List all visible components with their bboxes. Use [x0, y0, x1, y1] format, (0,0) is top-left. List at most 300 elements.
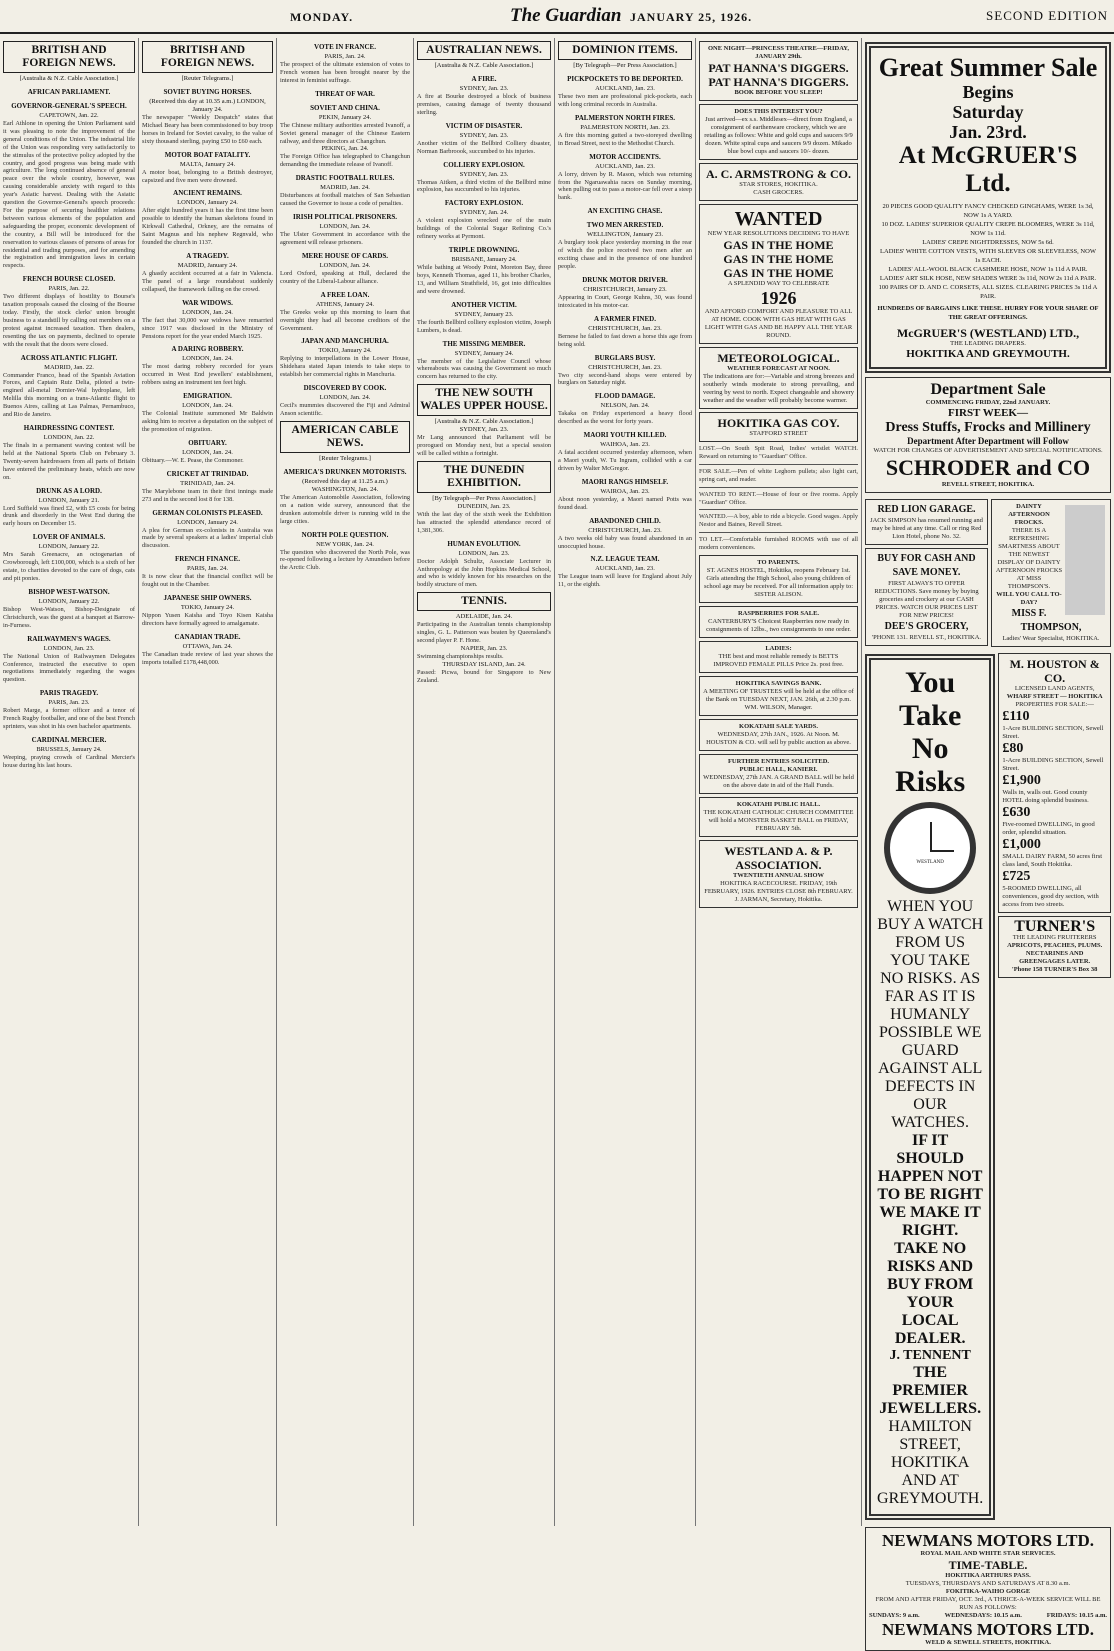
- article-headline: BISHOP WEST-WATSON.: [28, 587, 110, 596]
- article-dateline: PEKIN, January 24.: [318, 113, 372, 121]
- ad-body: WEDNESDAY, 27th JAN. A GRAND BALL will be held on the above date in aid of the Hall Funds.: [703, 774, 854, 790]
- classified-ad: FOR SALE.—Pen of white Leghorn pullets; also light cart, spring cart, and reader.: [699, 467, 858, 483]
- article-headline: OBITUARY.: [188, 438, 227, 447]
- divider: [699, 509, 858, 510]
- article-dateline: ATHENS, January 24.: [315, 300, 375, 308]
- article-dateline: LONDON, January 22.: [38, 543, 100, 551]
- column-notices-adverts: [696, 38, 862, 1526]
- article-headline: JAPANESE SHIP OWNERS.: [163, 594, 252, 603]
- ad-headline: A. C. ARMSTRONG & CO.: [705, 167, 851, 181]
- ad-line: 'Phone 158 TURNER'S Box 38: [1011, 966, 1098, 973]
- sale-item: LADIES' ALL-WOOL BLACK CASHMERE HOSE, NOW 1s 11d A PAIR.: [888, 266, 1088, 273]
- weather-body: The indications are for:—Variable and strong breezes and southerly winds moderate to strong prevailing, and veering by west to north. Expect changeable and showery weather and the weather will probably become warmer.: [703, 373, 854, 404]
- article-dateline: OTTAWA, Jan. 24.: [182, 642, 233, 650]
- article-dateline: PEKING, Jan. 24.: [321, 145, 369, 153]
- article-body: The League team will leave for England about July 11, or the eighth.: [558, 573, 692, 589]
- sale-yards-notice: [699, 719, 858, 751]
- ad-firm-line: THE LEADING DRAPERS.: [950, 340, 1026, 347]
- article-headline: THE MISSING MEMBER.: [442, 339, 526, 348]
- article-headline: ACROSS ATLANTIC FLIGHT.: [20, 353, 118, 362]
- ad-firm-name: DEE'S GROCERY,: [884, 621, 969, 632]
- article-body: Bernese he failed to fast down a horse this age from being sold.: [558, 332, 692, 348]
- ad-firm-line: THE PREMIER JEWELLERS.: [879, 1364, 982, 1417]
- article-headline: A DARING ROBBERY.: [171, 345, 244, 354]
- crockery-advert: [699, 104, 858, 160]
- ad-body: A MEETING OF TRUSTEES will be held at the office of the Bank on TUESDAY NEXT, JAN. 26th, at 2.30 p.m.: [703, 688, 854, 704]
- column-heading: BRITISH AND FOREIGN NEWS.: [142, 41, 273, 73]
- ad-line: TWENTIETH ANNUAL SHOW: [732, 872, 825, 880]
- article-headline: PICKPOCKETS TO BE DEPORTED.: [567, 75, 683, 83]
- article-dateline: LONDON, Jan. 24.: [182, 308, 233, 316]
- article-headline: EMIGRATION.: [183, 392, 232, 401]
- article-headline: HAIRDRESSING CONTEST.: [23, 424, 115, 432]
- ad-line: WILL YOU CALL TO-DAY?: [996, 591, 1062, 606]
- departure-times: [869, 1612, 1107, 1620]
- article-body: Replying to interpellations in the Lower House, Shidehara stated Japan intends to take steps to establish her commercial rights in Manchuria.: [280, 355, 410, 379]
- article-headline: N.Z. LEAGUE TEAM.: [590, 555, 660, 564]
- column-heading: DOMINION ITEMS.: [558, 41, 692, 60]
- ad-body: THERE IS A REFRESHING SMARTNESS ABOUT THE NEWEST DISPLAY OF DAINTY AFTERNOON FROCKS AT MISS THOMPSON'S.: [995, 527, 1063, 590]
- classified-ad: WANTED.—A boy, able to ride a bicycle. Good wages. Apply Nestor and Baines, Revell Street.: [699, 513, 858, 529]
- theatre-advert: [699, 41, 858, 101]
- article-headline: A FIRE.: [471, 75, 497, 83]
- article-headline: ABANDONED CHILD.: [589, 516, 661, 525]
- article-headline: MOTOR ACCIDENTS.: [589, 152, 661, 161]
- ad-line: NEW YEAR RESOLUTIONS DECIDING TO HAVE: [707, 230, 850, 237]
- article-headline: VICTIM OF DISASTER.: [445, 121, 523, 130]
- article-headline: PARIS TRAGEDY.: [39, 689, 99, 698]
- article-body: The Canadian trade review of last year shows the imports totalled £178,448,000.: [142, 650, 273, 666]
- article-body: Obituary.—W. E. Pease, the Commoner.: [142, 456, 244, 464]
- article-dateline: LONDON, Jan. 24.: [319, 223, 371, 231]
- lady-illustration: [1065, 505, 1105, 615]
- article-dateline: SYDNEY, Jan. 23.: [459, 85, 509, 92]
- ad-line: IF IT SHOULD HAPPEN NOT TO BE RIGHT WE MAKE IT RIGHT.: [877, 1132, 983, 1239]
- article-headline: AFRICAN PARLIAMENT.: [27, 88, 111, 96]
- column-display-adverts: [862, 38, 1114, 1646]
- ad-line: STAR STORES, HOKITIKA.: [739, 181, 818, 188]
- ad-body: CANTERBURY'S Choicest Raspberries now ready in consignments of 12lbs., two consignments to one order.: [706, 618, 851, 634]
- ad-line: CASH GROCERS.: [753, 189, 804, 196]
- watch-hand: [930, 850, 954, 852]
- weather-heading: METEOROLOGICAL.: [717, 351, 840, 365]
- article-dateline: LONDON, Jan. 23.: [43, 644, 95, 652]
- article-body: Bishop West-Watson, Bishop-Designate of Christchurch, was the guest at a banquet at Barrow-in-Furness.: [3, 605, 135, 629]
- article-dateline: SYDNEY, January 23.: [454, 310, 514, 318]
- property-desc: Walls in, walls out. Good county HOTEL doing splendid business.: [1002, 789, 1089, 804]
- ad-body: AND AFFORD COMFORT AND PLEASURE TO ALL AT HOME. COOK WITH GAS HEAT WITH GAS LIGHT WITH GAS AND BE HAPPY ALL THE YEAR ROUND.: [704, 308, 853, 339]
- ad-headline: RASPBERRIES FOR SALE.: [737, 610, 820, 618]
- article-body: Takaka on Friday experienced a heavy flood described as the worst for forty years.: [558, 410, 692, 426]
- article-body: A ghastly accident occurred at a fair in Valencia. The panel of a large roundabout suddenly collapsed, the framework falling on the crowd.: [142, 269, 273, 293]
- agency-line: [Reuter Telegrams.]: [181, 75, 234, 82]
- ad-firm-line: HAMILTON STREET, HOKITIKA AND AT GREYMOUTH.: [877, 1418, 984, 1507]
- article-body: The fact that 30,000 war widows have remarried since 1917 was disclosed in the Ministry of Pensions report for the year ended March 1925.: [142, 316, 273, 340]
- article-dateline: (Received this day at 11.25 a.m.) WASHINGTON, Jan. 24.: [302, 477, 388, 493]
- article-body: These two men are professional pick-pockets, each with long criminal records in Australia.: [558, 93, 692, 108]
- advert-row: [865, 650, 1111, 1524]
- classified-ad: TO LET.—Comfortable furnished ROOMS with use of all modern conveniences.: [699, 536, 858, 552]
- column-heading: AMERICAN CABLE NEWS.: [280, 421, 410, 453]
- article-body: A two weeks old baby was found abandoned in an unoccupied house.: [558, 534, 692, 550]
- savings-bank-notice: [699, 676, 858, 716]
- article-body: After eight hundred years it has the first time been possible to identify the human skeletons found in Kirkwall Cathedral, Orkney, are the remains of Saint Magnus and his nephew Regnvald, who founded the church in 1137.: [142, 207, 273, 247]
- ad-signature: WM. WILSON, Manager.: [744, 704, 813, 712]
- article-headline: PALMERSTON NORTH FIRES.: [574, 113, 676, 122]
- article-dateline: LONDON, Jan. 23.: [458, 549, 510, 557]
- article-body: While bathing at Woody Point, Moreton Bay, three boys, Kenneth Thomas, aged 11, his brother Charles, 13, and William Strathfield, 16, got into difficulties and were drowned.: [417, 264, 551, 295]
- article-dateline: WAIROA, Jan. 23.: [600, 487, 650, 495]
- ad-line: PUBLIC HALL, KANIERI.: [739, 766, 818, 774]
- ad-headline: LADIES:: [765, 645, 792, 653]
- property-price: £110: [1002, 709, 1030, 724]
- article-body: The most daring robbery recorded for years occurred in West End jewellers' establishment, robbers using an instrument ten feet high.: [142, 363, 273, 387]
- frocks-advert: [991, 499, 1111, 647]
- newspaper-title: The Guardian: [510, 5, 622, 26]
- ad-headline: BUY FOR CASH AND SAVE MONEY.: [877, 553, 976, 578]
- ad-headline: WANTED: [734, 208, 823, 230]
- department-sale-advert: [865, 377, 1111, 493]
- agency-line: [Australia & N.Z. Cable Association.]: [434, 418, 534, 426]
- agency-line: [Australia & N.Z. Cable Association.]: [434, 62, 534, 69]
- ad-firm-line: HOKITIKA AND GREYMOUTH.: [906, 348, 1070, 360]
- article-dateline: LONDON, Jan. 24.: [182, 355, 233, 363]
- gas-advert: [699, 204, 858, 344]
- article-body: About noon yesterday, a Maori named Potts was found dead.: [558, 495, 692, 511]
- article-body: Disturbances at football matches of San Sebastian caused the Governor to issue a code of penalties.: [280, 192, 410, 208]
- property-desc: 1-Acre BUILDING SECTION, Sewell Street.: [1002, 725, 1104, 740]
- article-headline: RAILWAYMEN'S WAGES.: [27, 634, 111, 643]
- article-dateline: TRINIDAD, Jan. 24.: [180, 479, 235, 487]
- ad-line: Department After Department will Follow: [907, 436, 1069, 446]
- property-price: £630: [1002, 805, 1031, 820]
- ad-headline: DOES THIS INTEREST YOU?: [734, 108, 823, 115]
- article-body: Nippon Yusen Kaisha and Toyo Kisen Kaisha directors have formally agreed to amalgamate.: [142, 612, 273, 627]
- property-price: £80: [1002, 741, 1024, 756]
- right-advert-stack: [998, 650, 1111, 1524]
- ad-line: GAS IN THE HOME: [723, 238, 834, 252]
- ad-body: WHEN YOU BUY A WATCH FROM US YOU TAKE NO RISKS. AS FAR AS IT IS HUMANLY POSSIBLE WE GUARD AGAINST ALL DEFECTS IN OUR WATCHES.: [877, 898, 984, 1131]
- ad-footer: HUNDREDS OF BARGAINS LIKE THESE. HURRY FOR YOUR SHARE OF THE GREAT OFFERINGS.: [877, 305, 1099, 321]
- ad-firm-name: MISS F. THOMPSON,: [1011, 608, 1082, 633]
- article-subheadline: SOVIET AND CHINA.: [310, 103, 380, 112]
- article-body: The National Union of Railwaymen Delegates Conference, instructed the executive to open negotiations immediately regarding the wages question.: [3, 652, 135, 684]
- watch-advert: [865, 654, 995, 1520]
- ad-headline: WESTLAND A. & P. ASSOCIATION.: [724, 844, 833, 873]
- article-headline: MOTOR BOAT FATALITY.: [164, 150, 251, 159]
- article-headline: DISCOVERED BY COOK.: [303, 384, 387, 393]
- departure-time: WEDNESDAYS: 10.15 a.m.: [944, 1612, 1022, 1619]
- article-headline: LOVER OF ANIMALS.: [32, 533, 106, 542]
- article-body: A fire this morning gutted a two-storeyed dwelling in Broad Street, next to the Methodist Church.: [558, 131, 692, 147]
- article-body: The member of the Legislative Council whose whereabouts was causing the Government so much concern has returned to the city.: [417, 357, 551, 381]
- article-dateline: WELLINGTON, January 23.: [586, 231, 664, 239]
- article-body: Robert Marge, a former officer and a tenor of French Rugby footballer, and one of the best French sprinters, was shot in his own bachelor apartments.: [3, 707, 135, 731]
- article-body: The Greeks woke up this morning to learn that overnight they had all become creditors of the Government.: [280, 308, 410, 332]
- ad-body: HOKITIKA RACECOURSE. FRIDAY, 19th FEBRUARY, 1926. ENTRIES CLOSE 8th FEBRUARY.: [704, 880, 853, 896]
- article-dateline: LONDON, Jan. 24.: [182, 448, 233, 456]
- article-dateline: TOKIO, January 24.: [180, 604, 235, 612]
- ad-firm-name: McGRUER'S (WESTLAND) LTD.,: [896, 326, 1080, 340]
- ad-headline: HOKITIKA GAS COY.: [717, 416, 840, 430]
- ad-line: TAKE NO RISKS AND BUY FROM YOUR LOCAL DEALER.: [887, 1240, 974, 1347]
- article-body: A motor boat, belonging to a British destroyer, capsized and five men were drowned.: [142, 168, 273, 184]
- article-headline: HUMAN EVOLUTION.: [447, 539, 521, 548]
- article-headline: ANCIENT REMAINS.: [173, 189, 242, 198]
- ad-headline: TO PARENTS.: [757, 559, 800, 567]
- ad-body: JACK SIMPSON has resumed running and may be hired at any time. Call or ring Red Lion Hotel, phone No. 32.: [870, 517, 983, 540]
- departure-time: FRIDAYS: 10.15 a.m.: [1046, 1612, 1107, 1619]
- article-headline: CRICKET AT TRINIDAD.: [166, 469, 249, 478]
- article-dateline: BRISBANE, January 24.: [451, 256, 517, 264]
- article-body: The American Automobile Association, following on a nation wide survey, announced that the drunken automobile driver is running wild in the large cities.: [280, 493, 410, 525]
- garage-advert: [865, 499, 988, 545]
- edition-label: SECOND EDITION: [986, 8, 1108, 23]
- column-dominion-items: [555, 38, 696, 1526]
- show-notice: [699, 840, 858, 908]
- article-dateline: NAPIER, Jan. 23.: [460, 645, 508, 652]
- article-body: A lorry, driven by R. Mason, which was returning from the Ngaruawahia races on Sunday morning, when pulling out to pass a motor-car fell over a steep bank.: [558, 170, 692, 202]
- ad-headline: HOKITIKA SAVINGS BANK.: [735, 680, 822, 688]
- article-body: A plea for German ex-colonists in Australia was made by several speakers at a ladies' imperial club discussion.: [142, 526, 273, 550]
- route-schedule: TUESDAYS, THURSDAYS AND SATURDAYS AT 8.30 a.m.: [905, 1580, 1071, 1587]
- article-dateline: TOKIO, January 24.: [318, 347, 372, 355]
- article-subheadline: GOVERNOR-GENERAL'S SPEECH.: [11, 102, 127, 110]
- sale-item: LADIES' CREPE NIGHTDRESSES, NOW 5s 6d.: [922, 239, 1054, 246]
- divider: [699, 487, 858, 488]
- article-body: A fire at Bourke destroyed a block of business premises, causing damage of twenty thousand sterling.: [417, 93, 551, 116]
- article-dateline: PARIS, Jan. 23.: [48, 699, 90, 707]
- ad-line: ONE NIGHT—PRINCESS THEATRE—FRIDAY, JANUARY 29th.: [707, 45, 850, 60]
- ad-body: WEDNESDAY, 27th JAN., 1926. At Noon. M. HOUSTON & CO. will sell by public auction as above.: [706, 731, 851, 747]
- article-headline: MAORI YOUTH KILLED.: [583, 431, 667, 440]
- ad-line: TIME-TABLE.: [948, 1558, 1028, 1572]
- article-headline: MAORI RANGS HIMSELF.: [581, 477, 669, 486]
- article-dateline: LONDON, January 21.: [38, 496, 100, 504]
- article-headline: ANOTHER VICTIM.: [451, 300, 517, 309]
- article-headline: SOVIET BUYING HORSES.: [163, 88, 252, 96]
- article-dateline: PARIS, Jan. 22.: [48, 285, 90, 293]
- article-dateline: LONDON, Jan. 22.: [43, 434, 95, 441]
- article-dateline: AUCKLAND, Jan. 23.: [595, 85, 655, 92]
- article-body: With the last day of the sixth week the Exhibition has attracted the splendid attendance record of 1,381,306.: [417, 510, 551, 534]
- article-body: The finals in a permanent waving contest will be held at the National Sports Club on February 3. Twenty-seven hairdressers from all parts of Britain have entered the preliminary heats, which are now on.: [3, 442, 135, 481]
- agency-line: [Reuter Telegrams.]: [319, 454, 371, 462]
- ad-line: Begins: [962, 82, 1014, 102]
- article-body: Mrs Sarah Greenacre, an octogenarian of Crowborough, left £100,000, which is a sixth of her estate, to charities devoted to the care of dogs, cats and pit ponies.: [3, 551, 135, 582]
- column-australian-news: [414, 38, 555, 1526]
- ad-headline: At McGRUER'S Ltd.: [898, 142, 1078, 197]
- article-headline: FACTORY EXPLOSION.: [444, 199, 524, 208]
- article-body: The Ulster Government in accordance with the agreement will release prisoners.: [280, 231, 410, 246]
- motors-timetable-advert: [865, 1527, 1111, 1651]
- weather-forecast: [699, 347, 858, 409]
- ad-body: APRICOTS, PEACHES, PLUMS. NECTARINES AND GREENGAGES LATER.: [1007, 942, 1103, 965]
- ad-line: GAS IN THE HOME: [723, 266, 834, 280]
- sale-item: 100 PAIRS OF D. AND C. CORSETS, ALL SIZES. CLEARING PRICES 3s 11d A PAIR.: [878, 284, 1098, 300]
- article-dateline: CHRISTCHURCH, Jan. 23.: [588, 324, 662, 332]
- article-dateline: PARIS, Jan. 24.: [324, 53, 366, 60]
- column-british-foreign-news-2: [139, 38, 277, 1526]
- ad-line: LICENSED LAND AGENTS,: [1014, 685, 1095, 692]
- article-headline: VOTE IN FRANCE.: [314, 43, 376, 51]
- ad-body: THE best and most reliable remedy is BETTS IMPROVED FEMALE PILLS Price 2s. post free.: [713, 653, 844, 669]
- right-advert-stack: [991, 496, 1111, 650]
- article-headline: TRIPLE DROWNING.: [448, 246, 520, 255]
- ad-body: THE KOKATAHI CATHOLIC CHURCH COMMITTEE will hold a MONSTER BASKET BALL on FRIDAY, FEBRUARY 5th.: [703, 809, 854, 833]
- issue-day: MONDAY.: [290, 10, 354, 24]
- column-heading: THE DUNEDIN EXHIBITION.: [417, 461, 551, 493]
- ad-firm-line: 'PHONE 131. REVELL ST., HOKITIKA.: [871, 634, 982, 641]
- article-dateline: MADRID, January 24.: [177, 261, 238, 269]
- article-headline: MERE HOUSE OF CARDS.: [301, 251, 389, 260]
- article-headline: WAR WIDOWS.: [182, 298, 233, 307]
- article-body: The Marylebone team in their first innings made 273 and in the second lost 8 for 138.: [142, 487, 273, 503]
- article-headline: CANADIAN TRADE.: [174, 632, 241, 641]
- article-body: The Colonial Institute summoned Mr Baldwin asking him to receive a deputation on the subject of the promotion of migration.: [142, 410, 273, 433]
- article-dateline: LONDON, Jan. 24.: [319, 261, 371, 269]
- ad-headline: Take: [899, 699, 962, 732]
- article-headline: A FREE LOAN.: [320, 290, 370, 299]
- article-dateline: BRUSSELS, January 24.: [36, 745, 102, 753]
- column-heading: TENNIS.: [417, 592, 551, 611]
- article-dateline: AUCKLAND, Jan. 23.: [595, 162, 655, 170]
- article-body: Mr Lang announced that Parliament will be prorogued on Monday next, but a special session will be called within a fortnight.: [417, 434, 551, 458]
- article-body: Earl Athlone in opening the Union Parliament said it was pleasing to note the improvement of the general conditions of the Union. The industrial life of the Union was responding very satisfactorily to the stimulus of the protective policy adopted by the country, and good progress was being made with agriculture. The long continued absence of general peace over the whole country, however, was causing considerable anxiety with regard to this year's Asiatic harvest. Dealing with the Asiatic question the Governor-General's speech proceeds: For the purpose of securing healthier relations between various elements of the population and safeguarding the proper, economic development of the country, a Bill will be introduced for the reservation to various classes of persons of areas for residential and trading purposes, and for amending the registration and immigration laws in certain respects.: [3, 120, 135, 270]
- ad-headline: FURTHER ENTRIES SOLICITED.: [727, 758, 830, 766]
- article-dateline: MALTA, January 24.: [179, 160, 236, 168]
- route-name: HOKITIKA ARTHURS PASS.: [945, 1572, 1031, 1579]
- ad-headline: No: [911, 732, 949, 765]
- article-body: The Foreign Office has telegraphed to Changchun demanding the immediate release of Ivanoff.: [280, 153, 410, 169]
- ad-headline: Risks: [895, 765, 966, 798]
- ad-body: FIRST ALWAYS TO OFFER REDUCTIONS. Save money by buying groceries and crockery at our CASH PRICES. WATCH OUR PRICES LIST FOR NEW PRICES!: [874, 580, 979, 619]
- article-body: Weeping, praying crowds of Cardinal Mercier's house during his last hours.: [3, 753, 135, 769]
- property-price: £1,000: [1002, 837, 1041, 852]
- article-headline: DRUNK AS A LORD.: [36, 486, 102, 495]
- article-headline: JAPAN AND MANCHURIA.: [301, 337, 389, 346]
- divider: [699, 464, 858, 465]
- column-foreign-american-news: [277, 38, 414, 1526]
- ad-line: A SPLENDID WAY TO CELEBRATE: [727, 280, 830, 287]
- article-dateline: (Received this day at 10.35 a.m.) LONDON, January 24.: [149, 98, 266, 113]
- weather-subheading: WEATHER FORECAST AT NOON.: [727, 365, 830, 372]
- sale-item: 10 DOZ. LADIES' SUPERIOR QUALITY CREPE BLOOMERS, WERE 3s 11d, NOW 1s 11d.: [881, 221, 1095, 237]
- article-dateline: LONDON, Jan. 24.: [182, 402, 233, 410]
- column-british-foreign-news-1: [0, 38, 139, 1526]
- article-subheadline: TWO MEN ARRESTED.: [586, 221, 664, 230]
- ad-headline: KOKATAHI PUBLIC HALL.: [736, 801, 821, 809]
- ad-line: WHARF STREET — HOKITIKA: [1006, 693, 1103, 700]
- article-body: Doctor Adolph Schultz, Associate Lecturer in Anthropology at the John Hopkins Medical School, and who is widely known for his researches on the bodily structure of men.: [417, 557, 551, 589]
- ad-headline: PAT HANNA'S DIGGERS.: [708, 61, 849, 75]
- article-dateline: LONDON, January 24.: [177, 518, 238, 526]
- article-dateline: SYDNEY, Jan. 23.: [459, 131, 509, 139]
- article-body: A burglary took place yesterday morning in the rear of which the police received two men after an exciting chase and in the presence of one hundred people.: [558, 239, 692, 270]
- property-desc: 1-Acre BUILDING SECTION, Sewell Street.: [1002, 757, 1104, 772]
- article-dateline: ADELAIDE, Jan. 24.: [455, 613, 513, 621]
- ad-line: THE LEADING FRUITERERS: [1012, 934, 1097, 941]
- article-body: Cecil's mummies discovered the Fiji and Admiral Anson scientific.: [280, 402, 410, 418]
- pocket-watch-icon: [884, 802, 976, 894]
- article-headline: FLOOD DAMAGE.: [594, 392, 656, 401]
- article-body: Participating in the Australian tennis championship singles, G. L. Patterson was beaten by Queensland's second player P. F. Hone.: [417, 621, 551, 645]
- ad-firm-name: NEWMANS MOTORS LTD.: [881, 1620, 1095, 1639]
- pills-advert: [699, 641, 858, 673]
- article-dateline: LONDON, Jan. 24.: [319, 394, 371, 402]
- article-dateline: NEW YORK, Jan. 24.: [316, 540, 374, 548]
- article-body: The Chinese military authorities arrested Ivanoff, a Soviet general manager of the Chinese Eastern railway, and three directors at Changchun.: [280, 121, 410, 145]
- article-body: The prospect of the ultimate extension of votes to French women has been brought nearer by the interest in feminist suffrage.: [280, 61, 410, 84]
- article-dateline: THURSDAY ISLAND, Jan. 24.: [442, 660, 526, 668]
- classified-ad: WANTED TO RENT.—House of four or five rooms. Apply "Guardian" Office.: [699, 490, 858, 506]
- ad-headline: NEWMANS MOTORS LTD.: [881, 1531, 1095, 1550]
- ad-firm-line: WELD & SEWELL STREETS, HOKITIKA.: [925, 1639, 1051, 1646]
- article-headline: THREAT OF WAR.: [315, 89, 375, 98]
- article-dateline: LONDON, January 24.: [177, 199, 238, 207]
- article-headline: A TRAGEDY.: [186, 251, 229, 260]
- grocers-advert: [699, 163, 858, 201]
- article-dateline: NELSON, Jan. 24.: [600, 402, 650, 410]
- column-heading: AUSTRALIAN NEWS.: [417, 41, 551, 60]
- article-dateline: DUNEDIN, Jan. 23.: [457, 502, 511, 510]
- watch-hand: [930, 822, 932, 852]
- ad-line: Saturday: [952, 102, 1024, 122]
- property-desc: Five-roomed DWELLING, in good order, splendid situation.: [1002, 821, 1095, 836]
- article-dateline: PARIS, Jan. 24.: [186, 565, 229, 573]
- masthead: [0, 0, 1114, 34]
- departure-time: SUNDAYS: 9 a.m.: [869, 1612, 920, 1619]
- ad-line: Dress Stuffs, Frocks and Millinery: [885, 420, 1091, 435]
- property-price: £1,900: [1002, 773, 1041, 788]
- article-body: Passed: Picwa, bound for Singapore to New Zealand.: [417, 668, 551, 684]
- article-dateline: PALMERSTON NORTH, Jan. 23.: [580, 123, 670, 131]
- article-body: Appearing in Court, George Kuhns, 30, was found intoxicated in his motor-car.: [558, 293, 692, 309]
- route-name: FOKITIKA-WAIHO GORGE: [945, 1588, 1031, 1595]
- ad-line: WATCH FOR CHANGES OF ADVERTISEMENT AND SPECIAL NOTIFICATIONS.: [873, 447, 1103, 454]
- ad-headline: DAINTY AFTERNOON FROCKS.: [1008, 503, 1050, 526]
- ad-year: 1926: [760, 288, 797, 308]
- article-headline: AMERICA'S DRUNKEN MOTORISTS.: [283, 467, 407, 476]
- ad-headline: Department Sale: [930, 381, 1046, 398]
- grocery-advert: [865, 548, 988, 646]
- ad-line: Jan. 23rd.: [949, 122, 1027, 142]
- agency-line: [Australia & N.Z. Cable Association.]: [19, 75, 119, 82]
- advert-row: [865, 496, 1111, 650]
- ad-headline: KOKATAHI SALE YARDS.: [739, 723, 818, 731]
- article-body: Commander Franco, head of the Spanish Aviation Forces, and Captain Ruiz Delia, piloted a twin-engined all-metal Dornier-Wal hydroplane, left Melilla this morning on a trans-Atlantic flight to Buenos Aires, calling at Las Palmas, Pernambuco, and Rio de Janeiro.: [3, 371, 135, 419]
- article-body: Lord Suffield was fined £2, with £5 costs for being drunk and disorderly in the West End during the early hours on December 15.: [3, 504, 135, 528]
- route-schedule: FROM AND AFTER FRIDAY, OCT. 3rd., A THRICE-A-WEEK SERVICE WILL BE RUN AS FOLLOWS:: [875, 1596, 1101, 1611]
- article-dateline: CHRISTCHURCH, Jan. 23.: [588, 363, 662, 371]
- article-dateline: CHRISTCHURCH, January 23.: [583, 285, 667, 293]
- article-headline: FRENCH FINANCE.: [175, 555, 240, 564]
- ad-headline: PAT HANNA'S DIGGERS.: [708, 75, 849, 89]
- article-body: Swimming championships results.: [417, 653, 504, 660]
- sale-item: 20 PIECES GOOD QUALITY FANCY CHECKED GINGHAMS, WERE 1s 3d, NOW 1s A YARD.: [882, 203, 1094, 219]
- article-dateline: WAIHOA, Jan. 23.: [600, 441, 650, 449]
- article-dateline: MADRID, Jan. 22.: [44, 363, 94, 371]
- watch-maker-label: WESTLAND: [916, 860, 944, 865]
- article-dateline: CAPETOWN, Jan. 22.: [39, 112, 99, 119]
- article-body: Another victim of the Bellbird Colliery disaster, Norman Barbroook, succumbed to his injuries.: [417, 139, 551, 155]
- article-dateline: MADRID, Jan. 24.: [320, 184, 370, 192]
- article-dateline: SYDNEY, Jan. 23.: [459, 170, 509, 178]
- article-body: The fourth Bellbird colliery explosion victim, Joseph Lumbers, is dead.: [417, 318, 551, 334]
- agency-line: [By Telegraph—Per Press Association.]: [573, 62, 677, 69]
- article-dateline: AUCKLAND, Jan. 23.: [595, 565, 655, 573]
- sale-item: LADIES' ART SILK HOSE, NEW SHADES WERE 3s 11d, NOW 2s 11d A PAIR.: [879, 275, 1097, 282]
